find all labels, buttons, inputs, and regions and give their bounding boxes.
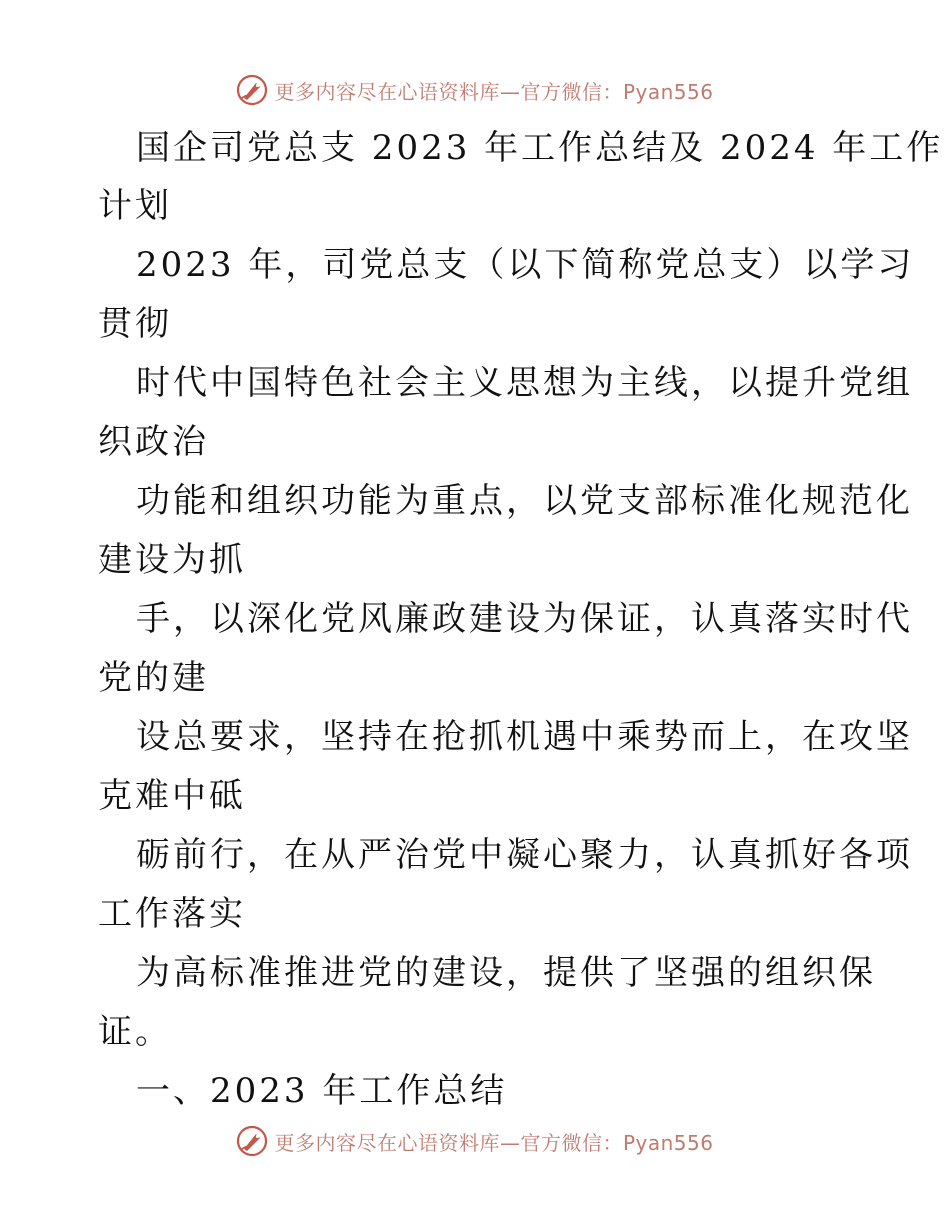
- paragraph-line: 贯彻: [98, 304, 172, 344]
- paragraph-line: 2023 年，司党总支（以下简称党总支）以学习: [136, 245, 915, 285]
- paragraph-line: 织政治: [98, 422, 209, 462]
- document-title-line-1: 国企司党总支 2023 年工作总结及 2024 年工作: [136, 128, 944, 168]
- pen-nib-icon: [236, 1125, 268, 1157]
- document-title-line-2: 计划: [98, 186, 172, 226]
- paragraph-line: 党的建: [98, 658, 209, 698]
- paragraph-line: 克难中砥: [98, 776, 246, 816]
- paragraph-line: 建设为抓: [98, 540, 246, 580]
- section-heading: 一、2023 年工作总结: [136, 1071, 508, 1111]
- paragraph-line: 工作落实: [98, 894, 246, 934]
- watermark-text: 更多内容尽在心语资料库—官方微信：Pyan556: [274, 1130, 714, 1155]
- paragraph-line: 设总要求，坚持在抢抓机遇中乘势而上，在攻坚: [136, 717, 913, 757]
- watermark-text: 更多内容尽在心语资料库—官方微信：Pyan556: [274, 79, 714, 104]
- paragraph-line: 手，以深化党风廉政建设为保证，认真落实时代: [136, 599, 913, 639]
- paragraph-line: 砺前行，在从严治党中凝心聚力，认真抓好各项: [136, 835, 913, 875]
- paragraph-line: 证。: [98, 1012, 172, 1052]
- paragraph-line: 为高标准推进党的建设，提供了坚强的组织保: [136, 953, 876, 993]
- paragraph-line: 功能和组织功能为重点，以党支部标准化规范化: [136, 481, 913, 521]
- footer-watermark: [0, 1121, 950, 1161]
- paragraph-line: 时代中国特色社会主义思想为主线，以提升党组: [136, 363, 913, 403]
